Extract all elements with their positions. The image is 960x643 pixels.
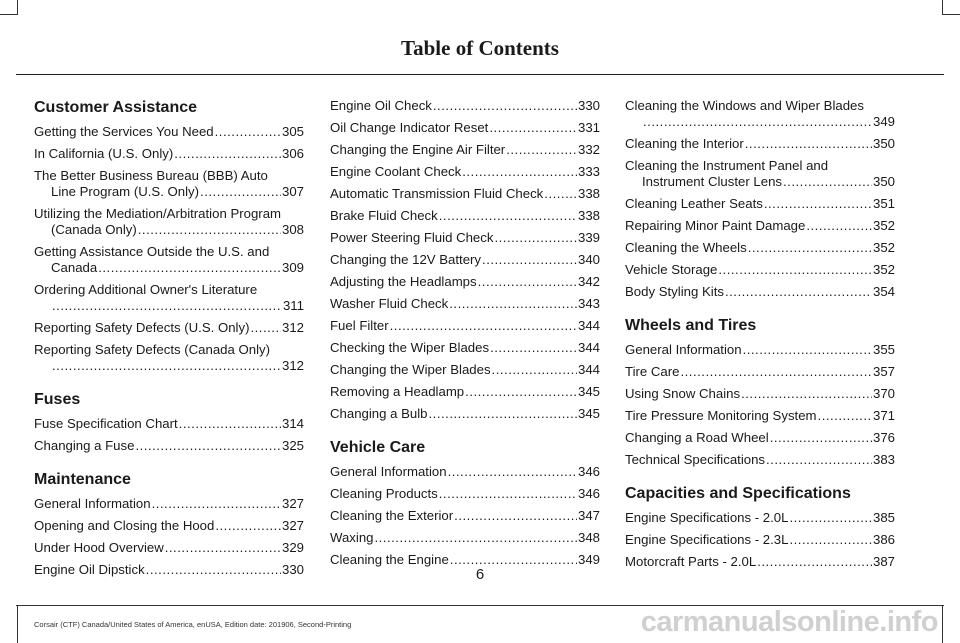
toc-entry[interactable] [625, 136, 895, 152]
entry-title: Checking the Wiper Blades [330, 340, 490, 355]
entry-title: Changing a Road Wheel [625, 430, 769, 445]
toc-entry[interactable] [625, 532, 895, 548]
entry-title: Automatic Transmission Fluid Check [330, 186, 544, 201]
toc-entry[interactable] [625, 510, 895, 526]
entry-page-number: 329 [281, 540, 304, 555]
entry-page-number: 338 [577, 186, 600, 201]
entry-title: Cleaning the Windows and Wiper Blades [625, 98, 864, 113]
dot-leader [766, 452, 872, 468]
section-title: Capacities and Specifications [625, 485, 851, 502]
dot-leader [390, 318, 577, 334]
dot-leader [743, 342, 872, 358]
toc-entry[interactable] [34, 496, 304, 512]
toc-entry[interactable] [330, 296, 600, 312]
dot-leader [174, 146, 281, 162]
toc-entry[interactable] [625, 218, 895, 234]
crop-mark-bottom-left [0, 606, 18, 643]
toc-entry[interactable] [625, 342, 895, 358]
toc-entry[interactable] [625, 158, 895, 190]
toc-entry[interactable] [34, 518, 304, 534]
entry-page-number: 376 [872, 430, 895, 445]
entry-page-number: 345 [577, 384, 600, 399]
entry-title: Changing a Bulb [330, 406, 428, 421]
entry-page-number: 333 [577, 164, 600, 179]
entry-page-number: 352 [872, 240, 895, 255]
dot-leader [200, 184, 281, 200]
entry-title: Repairing Minor Paint Damage [625, 218, 806, 233]
entry-title: Reporting Safety Defects (Canada Only) [34, 342, 271, 357]
dot-leader [462, 164, 577, 180]
entry-page-number: 308 [281, 222, 304, 237]
entry-title: Changing a Fuse [34, 438, 135, 453]
entry-page-number: 305 [281, 124, 304, 139]
toc-entry[interactable] [330, 208, 600, 224]
entry-page-number: 327 [281, 518, 304, 533]
toc-entry[interactable] [330, 186, 600, 202]
entry-page-number: 331 [577, 120, 600, 135]
section-title: Customer Assistance [34, 99, 198, 116]
entry-page-number: 357 [872, 364, 895, 379]
page-number: 6 [475, 566, 485, 583]
toc-entry[interactable] [34, 206, 304, 238]
toc-entry[interactable] [625, 98, 895, 130]
toc-entry[interactable] [34, 146, 304, 162]
toc-entry[interactable] [625, 196, 895, 212]
section-title: Vehicle Care [330, 439, 426, 456]
dot-leader [718, 262, 872, 278]
crop-mark-bottom-right [942, 606, 960, 643]
dot-leader [439, 208, 577, 224]
entry-title: Fuse Specification Chart [34, 416, 178, 431]
toc-entry[interactable] [330, 164, 600, 180]
entry-page-number: 345 [577, 406, 600, 421]
dot-leader [482, 252, 577, 268]
entry-title: Cleaning Leather Seats [625, 196, 763, 211]
entry-title: In California (U.S. Only) [34, 146, 174, 161]
toc-entry[interactable] [625, 386, 895, 402]
toc-column-1 [34, 98, 304, 584]
entry-page-number: 344 [577, 318, 600, 333]
dot-leader [433, 98, 577, 114]
dot-leader [764, 196, 872, 212]
toc-entry[interactable] [330, 142, 600, 158]
entry-title: Instrument Cluster Lens [642, 174, 782, 189]
toc-entry[interactable] [625, 408, 895, 424]
entry-page-number: 311 [282, 298, 304, 313]
entry-title: Cleaning Products [330, 486, 438, 501]
entry-page-number: 352 [872, 218, 895, 233]
entry-title: General Information [625, 342, 742, 357]
entry-title: (Canada Only) [51, 222, 137, 237]
dot-leader [748, 240, 872, 256]
header-divider [16, 74, 944, 75]
entry-page-number: 342 [577, 274, 600, 289]
entry-title: Adjusting the Headlamps [330, 274, 477, 289]
dot-leader [789, 510, 872, 526]
section-title: Wheels and Tires [625, 317, 757, 334]
dot-leader [52, 358, 281, 374]
entry-page-number: 350 [872, 174, 895, 189]
entry-page-number: 325 [281, 438, 304, 453]
toc-entry[interactable] [625, 262, 895, 278]
entry-title: Washer Fluid Check [330, 296, 449, 311]
dot-leader [680, 364, 872, 380]
entry-page-number: 355 [872, 342, 895, 357]
entry-title: Ordering Additional Owner's Literature [34, 282, 258, 297]
entry-title: Using Snow Chains [625, 386, 741, 401]
dot-leader [489, 120, 577, 136]
entry-title: Cleaning the Wheels [625, 240, 747, 255]
entry-title: Cleaning the Engine [330, 552, 449, 567]
toc-entry[interactable] [330, 252, 600, 268]
entry-title: General Information [34, 496, 151, 511]
entry-page-number: 340 [577, 252, 600, 267]
entry-page-number: 346 [577, 464, 600, 479]
dot-leader [138, 222, 281, 238]
toc-entry[interactable] [330, 274, 600, 290]
toc-entry[interactable] [34, 282, 304, 314]
entry-page-number: 370 [872, 386, 895, 401]
entry-title: The Better Business Bureau (BBB) Auto [34, 168, 268, 183]
toc-entry[interactable] [330, 98, 600, 114]
entry-page-number: 348 [577, 530, 600, 545]
dot-leader [789, 532, 872, 548]
toc-entry[interactable] [330, 120, 600, 136]
toc-entry[interactable] [625, 430, 895, 446]
entry-page-number: 306 [281, 146, 304, 161]
dot-leader [544, 186, 577, 202]
watermark: carmanualsonline.info [640, 606, 938, 638]
entry-page-number: 386 [872, 532, 895, 547]
dot-leader [783, 174, 872, 190]
entry-page-number: 346 [577, 486, 600, 501]
toc-entry[interactable] [330, 508, 600, 524]
entry-title: Waxing [330, 530, 374, 545]
entry-page-number: 314 [281, 416, 304, 431]
entry-title: Cleaning the Exterior [330, 508, 454, 523]
entry-title: Opening and Closing the Hood [34, 518, 215, 533]
entry-title: Brake Fluid Check [330, 208, 438, 223]
dot-leader [741, 386, 872, 402]
entry-page-number: 309 [281, 260, 304, 275]
toc-entry[interactable] [625, 240, 895, 256]
dot-leader [439, 486, 577, 502]
entry-page-number: 332 [577, 142, 600, 157]
dot-leader [250, 320, 281, 336]
toc-entry[interactable] [330, 464, 600, 480]
entry-title: Canada [51, 260, 98, 275]
dot-leader [179, 416, 281, 432]
entry-page-number: 344 [577, 340, 600, 355]
crop-mark-top-right [942, 0, 960, 15]
entry-title: Tire Pressure Monitoring System [625, 408, 817, 423]
dot-leader [449, 296, 577, 312]
toc-entry[interactable] [330, 486, 600, 502]
entry-title: Engine Specifications - 2.3L [625, 532, 789, 547]
toc-column-3 [625, 98, 895, 576]
entry-page-number: 338 [577, 208, 600, 223]
toc-entry[interactable] [330, 406, 600, 422]
entry-title: Changing the Engine Air Filter [330, 142, 506, 157]
dot-leader [454, 508, 577, 524]
dot-leader [165, 540, 281, 556]
toc-entry[interactable] [34, 416, 304, 432]
toc-entry[interactable] [330, 318, 600, 334]
entry-title: General Information [330, 464, 447, 479]
entry-title: Cleaning the Interior [625, 136, 744, 151]
dot-leader [490, 340, 577, 356]
dot-leader [492, 362, 577, 378]
entry-title: Engine Coolant Check [330, 164, 462, 179]
entry-page-number: 383 [872, 452, 895, 467]
toc-entry[interactable] [625, 284, 895, 300]
dot-leader [745, 136, 872, 152]
entry-title: Motorcraft Parts - 2.0L [625, 554, 757, 569]
toc-entry[interactable] [330, 340, 600, 356]
toc-entry[interactable] [34, 438, 304, 454]
dot-leader [478, 274, 577, 290]
toc-entry[interactable] [34, 342, 304, 374]
toc-entry[interactable] [330, 530, 600, 546]
entry-page-number: 352 [872, 262, 895, 277]
entry-page-number: 385 [872, 510, 895, 525]
entry-page-number: 327 [281, 496, 304, 511]
dot-leader [215, 124, 281, 140]
entry-page-number: 371 [872, 408, 895, 423]
dot-leader [448, 464, 577, 480]
entry-title: Cleaning the Instrument Panel and [625, 158, 829, 173]
edition-info: Corsair (CTF) Canada/United States of America, enUSA, Edition date: 201906, Second-Printing [34, 620, 352, 629]
toc-entry[interactable] [625, 452, 895, 468]
toc-entry[interactable] [330, 230, 600, 246]
dot-leader [643, 114, 872, 130]
entry-title: Power Steering Fluid Check [330, 230, 494, 245]
entry-title: Changing the 12V Battery [330, 252, 482, 267]
crop-mark-top-left [0, 0, 18, 15]
entry-page-number: 312 [281, 358, 304, 373]
entry-title: Under Hood Overview [34, 540, 164, 555]
dot-leader [135, 438, 281, 454]
entry-title: Removing a Headlamp [330, 384, 465, 399]
toc-entry[interactable] [34, 168, 304, 200]
toc-entry[interactable] [330, 362, 600, 378]
dot-leader [494, 230, 577, 246]
toc-entry[interactable] [34, 320, 304, 336]
entry-page-number: 330 [281, 562, 304, 577]
dot-leader [818, 408, 872, 424]
entry-title: Tire Care [625, 364, 680, 379]
entry-title: Reporting Safety Defects (U.S. Only) [34, 320, 250, 335]
entry-title: Line Program (U.S. Only) [51, 184, 200, 199]
entry-title: Oil Change Indicator Reset [330, 120, 489, 135]
entry-title: Engine Oil Dipstick [34, 562, 145, 577]
entry-title: Getting Assistance Outside the U.S. and [34, 244, 270, 259]
entry-title: Technical Specifications [625, 452, 766, 467]
entry-title: Body Styling Kits [625, 284, 724, 299]
dot-leader [725, 284, 872, 300]
toc-entry[interactable] [625, 364, 895, 380]
entry-title: Fuel Filter [330, 318, 389, 333]
entry-title: Vehicle Storage [625, 262, 718, 277]
entry-title: Getting the Services You Need [34, 124, 214, 139]
entry-page-number: 354 [872, 284, 895, 299]
dot-leader [506, 142, 577, 158]
dot-leader [52, 298, 282, 314]
toc-entry[interactable] [330, 384, 600, 400]
toc-column-2 [330, 98, 600, 574]
dot-leader [429, 406, 577, 422]
section-title: Fuses [34, 391, 81, 408]
toc-entry[interactable] [34, 124, 304, 140]
entry-title: Utilizing the Mediation/Arbitration Program [34, 206, 282, 221]
entry-page-number: 339 [577, 230, 600, 245]
entry-title: Changing the Wiper Blades [330, 362, 491, 377]
dot-leader [98, 260, 281, 276]
toc-entry[interactable] [34, 244, 304, 276]
section-title: Maintenance [34, 471, 131, 488]
dot-leader [465, 384, 577, 400]
entry-page-number: 349 [872, 114, 895, 129]
entry-title: Engine Oil Check [330, 98, 432, 113]
toc-entry[interactable] [34, 540, 304, 556]
dot-leader [770, 430, 872, 446]
entry-page-number: 312 [281, 320, 304, 335]
entry-title: Engine Specifications - 2.0L [625, 510, 789, 525]
entry-page-number: 330 [577, 98, 600, 113]
dot-leader [374, 530, 577, 546]
entry-page-number: 307 [281, 184, 304, 199]
entry-page-number: 344 [577, 362, 600, 377]
entry-page-number: 349 [577, 552, 600, 567]
page-title: Table of Contents [401, 36, 559, 60]
entry-page-number: 351 [872, 196, 895, 211]
entry-page-number: 343 [577, 296, 600, 311]
entry-page-number: 387 [872, 554, 895, 569]
dot-leader [215, 518, 281, 534]
entry-page-number: 350 [872, 136, 895, 151]
dot-leader [152, 496, 281, 512]
entry-page-number: 347 [577, 508, 600, 523]
dot-leader [806, 218, 872, 234]
